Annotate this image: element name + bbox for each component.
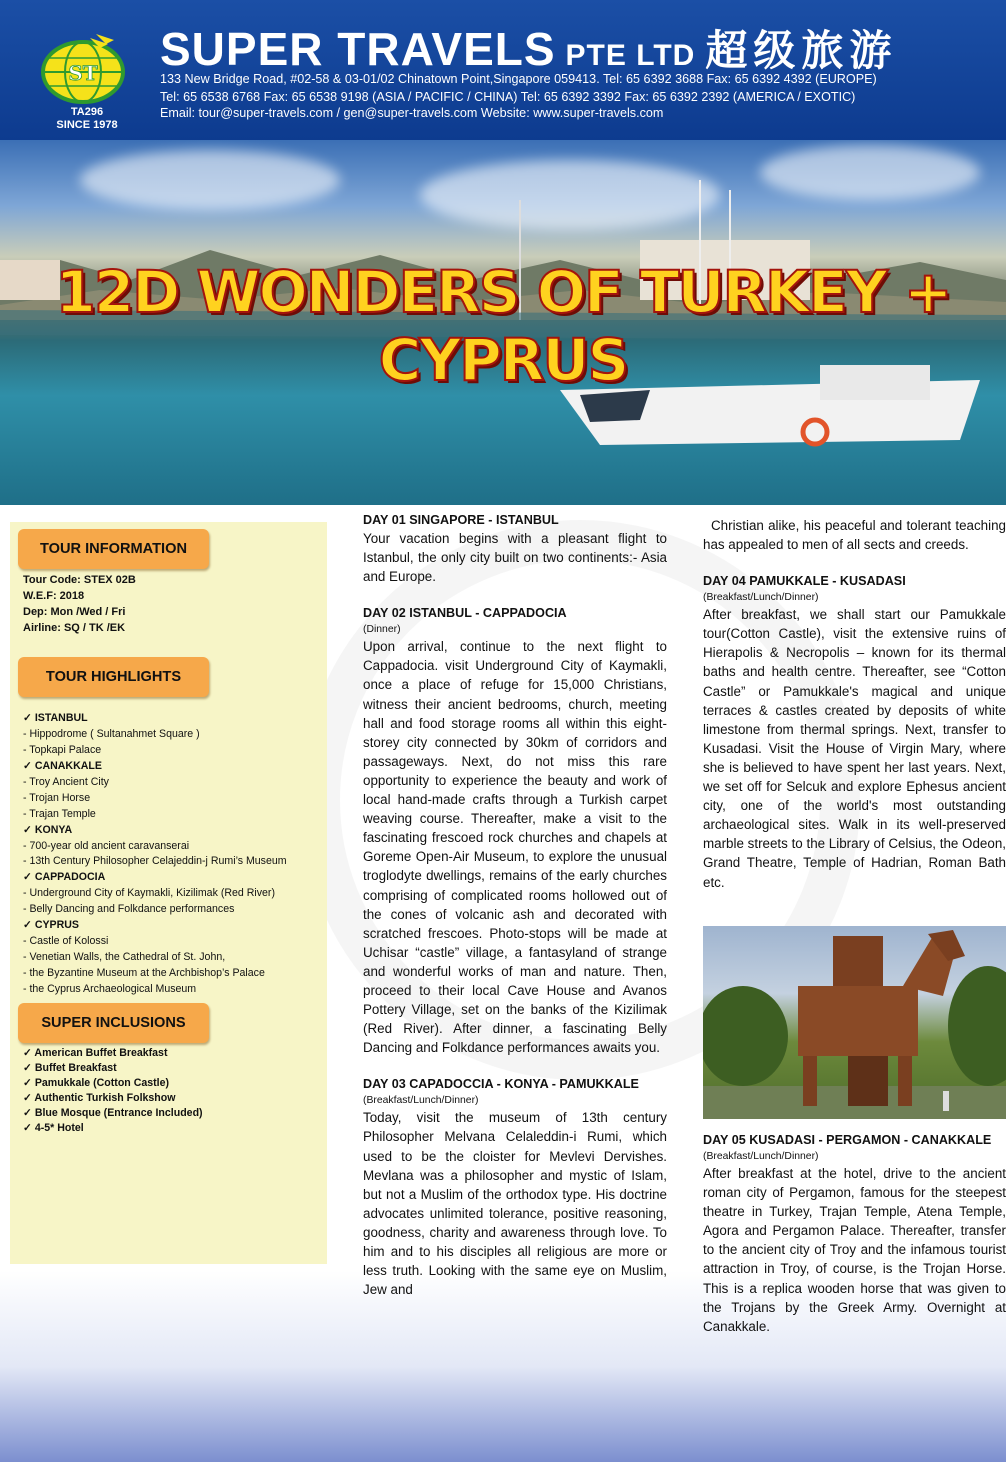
day-03-continued: Christian alike, his peaceful and tolerant teaching has appealed to men of all sects and creeds. [703, 518, 1006, 553]
since-year: SINCE 1978 [56, 119, 118, 131]
header-banner [0, 0, 1006, 140]
highlight-item: - Troy Ancient City [23, 775, 109, 788]
day-03-text: Today, visit the museum of 13th century Philosopher Melvana Celaleddin-i Rumi, which used to be the cloister for Mevlevi Dervishes. Mevlana was a philosopher and mystic of Islam, but not a Muslim of the orthodox type. His doctrine advocates unlimited tolerance, positive reasoning, goodness, charity and awareness through love. To him and to his disciples all religious are more or less truth. Looking with the same eye on Muslim, Jew and [363, 1110, 667, 1298]
tour-code: Tour Code: STEX 02B [23, 574, 136, 586]
tour-info-heading: TOUR INFORMATION [18, 529, 209, 569]
highlight-item: - Castle of Kolossi [23, 935, 109, 948]
airlines: Airline: SQ / TK /EK [23, 622, 126, 634]
highlight-item: - Underground City of Kaymakli, Kizilimak (Red River) [23, 887, 275, 900]
list-item: ✓ Pamukkale (Cotton Castle) [23, 1077, 170, 1089]
day-05-meals: (Breakfast/Lunch/Dinner) [703, 1151, 819, 1162]
list-item: ✓ Buffet Breakfast [23, 1062, 117, 1074]
globe-logo-icon [30, 30, 136, 108]
brand-chinese: 超级旅游 [705, 26, 898, 75]
sidebar [10, 522, 327, 1264]
highlight-item: - the Cyprus Archaeological Museum [23, 982, 197, 995]
highlight-region: ✓ CYPRUS [23, 919, 79, 932]
brand-name [160, 18, 897, 78]
departure-days: Dep: Mon /Wed / Fri [23, 606, 126, 618]
hero-image [0, 140, 1006, 505]
license-number: TA296 [70, 106, 104, 118]
inclusions-list [23, 1046, 203, 1136]
contact-line-3: Email: tour@super-travels.com / gen@super-travels.com Website: www.super-travels.com [160, 106, 664, 120]
trojan-horse-image [703, 926, 1006, 1119]
itinerary-column-2 [703, 516, 1006, 892]
highlight-region: ✓ CAPPADOCIA [23, 871, 106, 884]
highlight-item: - 700-year old ancient caravanserai [23, 839, 190, 852]
highlight-region: ✓ CANAKKALE [23, 759, 102, 772]
day-04-meals: (Breakfast/Lunch/Dinner) [703, 592, 819, 604]
itinerary-column-1 [363, 511, 667, 1299]
day-01-text: Your vacation begins with a pleasant flight to Istanbul, the only city built on two continents:- Asia and Europe. [363, 531, 667, 585]
day-03-meals: (Breakfast/Lunch/Dinner) [363, 1095, 479, 1107]
list-item: ✓ Authentic Turkish Folkshow [23, 1092, 176, 1104]
list-item: ✓ 4-5* Hotel [23, 1122, 84, 1134]
highlight-region: ✓ KONYA [23, 823, 73, 836]
logo-text: ST [68, 61, 98, 85]
highlight-item: - Topkapi Palace [23, 743, 102, 756]
highlight-item: - Belly Dancing and Folkdance performances [23, 903, 235, 916]
brand-title: SUPER TRAVELS [160, 23, 556, 75]
day-05-title: DAY 05 KUSADASI - PERGAMON - CANAKKALE [703, 1133, 992, 1147]
tour-highlights-heading: TOUR HIGHLIGHTS [18, 657, 209, 697]
itinerary-day-05 [703, 1131, 1006, 1336]
highlight-region: ✓ ISTANBUL [23, 712, 88, 724]
wef-date: W.E.F: 2018 [23, 590, 85, 602]
tour-info-list [23, 572, 136, 636]
tour-title: 12D WONDERS OF TURKEY + CYPRUS [55, 258, 951, 394]
company-logo [30, 30, 136, 108]
day-02-text: Upon arrival, continue to the next flight to Cappadocia. visit Underground City of Kaymakli, once a place of refuge for 15,000 Christians, witness their ancient bedrooms, church, meeting hall and food storage rooms all within this eight-storey city connected by 30km of corridors and passageways. Next, do not miss this rare opportunity to experience the beauty and work of local hand-made crafts through a Turkish carpet weaving course. Thereafter, make a visit to the fascinating frescoed rock churches and chapels at Goreme Open-Air Museum, to explore the unusual troglodyte dwellings, remains of the early churches comprising of complicated rooms hollowed out of the cones of volcanic ash and decorated with scratched frescoes. Photo-stops will be made at Uchisar “castle” village, a fantasyland of strange and wonderful works of man and nature. Then, proceed to their local Cave House and Avanos Pottery Village, set on the banks of the Kizilimak (Red River). After dinner, a fascinating Belly Dancing and Folkdance performances awaits you. [363, 639, 667, 1056]
day-02-meals: (Dinner) [363, 624, 401, 636]
day-04-title: DAY 04 PAMUKKALE - KUSADASI [703, 574, 906, 589]
trojan-horse-photo [703, 926, 1006, 1119]
brand-suffix: PTE LTD [565, 39, 696, 72]
highlight-item: - 13th Century Philosopher Celajeddin-j Rumi’s Museum [23, 855, 287, 868]
day-04-text: After breakfast, we shall start our Pamukkale tour(Cotton Castle), visit the extensive ruins of Hierapolis & Necropolis – known for its thermal baths and health centre. Thereafter, see “Cotton Castle” or Pamukkale's magical and unique terraces & castles created by deposits of white limestone from thermal springs. Next, transfer to Kusadasi. Visit the House of Virgin Mary, where she is believed to have spent her last years. Next, we set off for Selcuk and explore Ephesus ancient city, one of the world's most outstanding archaeological sites. Walk in its well-preserved marble streets to the Library of Celsius, the Odeon, Grand Theatre, Temple of Hadrian, Roman Bath etc. [703, 607, 1006, 890]
highlight-item: - Trojan Horse [23, 791, 91, 804]
highlight-item: - Hippodrome ( Sultanahmet Square ) [23, 727, 200, 740]
highlight-item: - Venetian Walls, the Cathedral of St. John, [23, 951, 226, 964]
list-item: ✓ American Buffet Breakfast [23, 1047, 168, 1059]
day-03-title: DAY 03 CAPADOCCIA - KONYA - PAMUKKALE [363, 1077, 639, 1092]
day-01-title: DAY 01 SINGAPORE - ISTANBUL [363, 513, 559, 527]
license-badge [42, 106, 132, 132]
contact-line-2: Tel: 65 6538 6768 Fax: 65 6538 9198 (ASIA / PACIFIC / CHINA) Tel: 65 6392 3392 Fax: 65 6392 2392 (AMERICA / EXOTIC) [160, 90, 856, 104]
highlight-item: - the Byzantine Museum at the Archbishop’s Palace [23, 967, 265, 979]
highlight-item: - Trajan Temple [23, 807, 96, 820]
list-item: ✓ Blue Mosque (Entrance Included) [23, 1107, 203, 1119]
day-05-text: After breakfast at the hotel, drive to the ancient roman city of Pergamon, famous for the steepest theatre in Turkey, Trajan Temple, Atena Temple, Agora and Pergamon Palace. Thereafter, transfer to the ancient city of Troy and the infamous tourist attraction in Troy, of course, is the Trojan Horse. This is a replica wooden horse that was given to the Trojans by the Greek Army. Overnight at Canakkale. [703, 1166, 1006, 1334]
highlights-list [23, 711, 323, 998]
contact-line-1: 133 New Bridge Road, #02-58 & 03-01/02 Chinatown Point,Singapore 059413. Tel: 65 6392 3688 Fax: 65 6392 4392 (EUROPE) [160, 72, 877, 86]
super-inclusions-heading: SUPER INCLUSIONS [18, 1003, 209, 1043]
day-02-title: DAY 02 ISTANBUL - CAPPADOCIA [363, 606, 567, 621]
